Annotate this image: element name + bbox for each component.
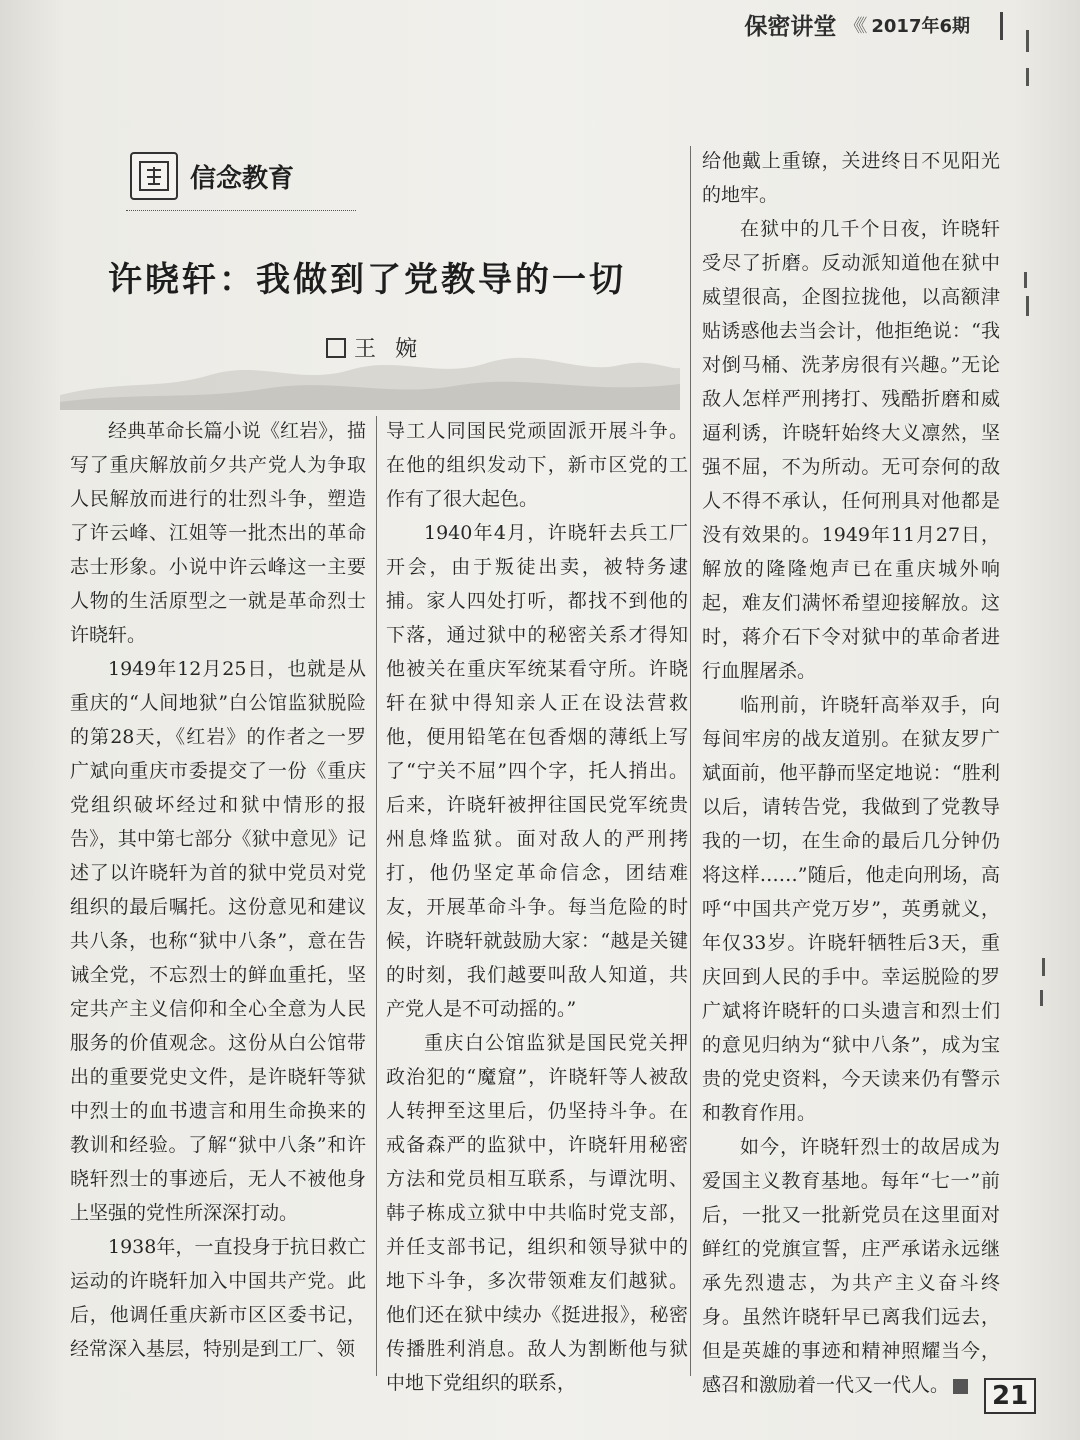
margin-mark xyxy=(1026,68,1029,86)
seal-icon xyxy=(130,152,178,200)
header-divider xyxy=(1000,12,1003,40)
paragraph: 1949年12月25日，也就是从重庆的“人间地狱”白公馆监狱脱险的第28天，《红岩》的作者之一罗广斌向重庆市委提交了一份《重庆党组织破坏经过和狱中情形的报告》，其中第七部分《狱中意见》记述了以许晓轩为首的狱中党员对党组织的最后嘱托。这份意见和建议共八条，也称“狱中八条”，意在告诫全党，不忘烈士的鲜血重托，坚定共产主义信仰和全心全意为人民服务的价值观念。这份从白公馆带出的重要党史文件，是许晓轩等狱中烈士的血书遗言和用生命换来的教训和经验。了解“狱中八条”和许晓轩烈士的事迹后，无人不被他身上坚强的党性所深深打动。 xyxy=(70,658,366,1224)
running-header xyxy=(744,8,970,41)
paragraph: 重庆白公馆监狱是国民党关押政治犯的“魔窟”，许晓轩等人被敌人转押至这里后，仍坚持斗争。在戒备森严的监狱中，许晓轩用秘密方法和党员相互联系，与谭沈明、韩子栋成立狱中中共临时党支部，并任支部书记，组织和领导狱中的地下斗争，多次带领难友们越狱。他们还在狱中续办《挺进报》，秘密传播胜利消息。敌人为割断他与狱中地下党组织的联系， xyxy=(386,1032,688,1394)
header-issue: 2017年6期 xyxy=(871,15,970,37)
header-chevrons: 《《 xyxy=(844,15,864,37)
article-title: 许晓轩：我做到了党教导的一切 xyxy=(108,260,626,300)
paragraph: 1940年4月，许晓轩去兵工厂开会，由于叛徒出卖，被特务逮捕。家人四处打听，都找不到他的下落，通过狱中的秘密关系才得知他被关在重庆军统某看守所。许晓轩在狱中得知亲人正在设法营救他，便用铅笔在包香烟的薄纸上写了“宁关不屈”四个字，托人捎出。后来，许晓轩被押往国民党军统贵州息烽监狱。面对敌人的严刑拷打，他仍坚定革命信念，团结难友，开展革命斗争。每当危险的时候，许晓轩就鼓励大家：“越是关键的时刻，我们越要叫敌人知道，共产党人是不可动摇的。” xyxy=(386,522,688,1020)
paragraph: 给他戴上重镣，关进终日不见阳光的地牢。 xyxy=(702,150,1000,206)
end-mark-icon xyxy=(953,1379,968,1394)
column-1 xyxy=(70,414,366,1366)
margin-mark xyxy=(1024,272,1027,288)
margin-mark xyxy=(1042,958,1045,976)
margin-mark xyxy=(1026,30,1029,52)
column-divider xyxy=(690,146,691,1376)
paragraph: 1938年，一直投身于抗日救亡运动的许晓轩加入中国共产党。此后，他调任重庆新市区区委书记，经常深入基层，特别是到工厂、领 xyxy=(70,1236,366,1360)
author-name: 王 婉 xyxy=(354,337,423,362)
margin-mark xyxy=(1040,990,1043,1006)
margin-mark xyxy=(1026,296,1029,316)
section-label: 信念教育 xyxy=(190,163,295,194)
header-brand: 保密讲堂 xyxy=(744,14,837,40)
final-paragraph-text: 如今，许晓轩烈士的故居成为爱国主义教育基地。每年“七一”前后，一批又一批新党员在这里面对鲜红的党旗宣誓，庄严承诺永远继承先烈遗志，为共产主义奋斗终身。虽然许晓轩早已离我们远去，但是英雄的事迹和精神照耀当今，感召和激励着一代又一代人。 xyxy=(702,1136,1000,1396)
section-heading xyxy=(130,152,294,200)
page-number: 21 xyxy=(984,1378,1036,1414)
column-3 xyxy=(702,144,1000,1402)
section-rule xyxy=(126,210,356,211)
author-box-icon xyxy=(326,338,346,358)
paragraph: 临刑前，许晓轩高举双手，向每间牢房的战友道别。在狱友罗广斌面前，他平静而坚定地说：“胜利以后，请转告党，我做到了党教导我的一切，在生命的最后几分钟仍将这样……”随后，他走向刑场，高呼“中国共产党万岁”，英勇就义，年仅33岁。许晓轩牺牲后3天，重庆回到人民的手中。幸运脱险的罗广斌将许晓轩的口头遗言和烈士们的意见归纳为“狱中八条”，成为宝贵的党史资料，今天读来仍有警示和教育作用。 xyxy=(702,694,1000,1124)
article-author xyxy=(326,332,423,363)
paragraph: 导工人同国民党顽固派开展斗争。在他的组织发动下，新市区党的工作有了很大起色。 xyxy=(386,420,688,510)
paragraph: 经典革命长篇小说《红岩》，描写了重庆解放前夕共产党人为争取人民解放而进行的壮烈斗争，塑造了许云峰、江姐等一批杰出的革命志士形象。小说中许云峰这一主要人物的生活原型之一就是革命烈士许晓轩。 xyxy=(70,420,366,646)
column-2 xyxy=(386,414,688,1400)
column-divider xyxy=(376,416,377,1376)
paragraph-final xyxy=(702,1130,1000,1402)
paragraph: 在狱中的几千个日夜，许晓轩受尽了折磨。反动派知道他在狱中威望很高，企图拉拢他，以高额津贴诱惑他去当会计，他拒绝说：“我对倒马桶、洗茅房很有兴趣。”无论敌人怎样严刑拷打、残酷折磨和威逼利诱，许晓轩始终大义凛然，坚强不屈，不为所动。无可奈何的敌人不得不承认，任何刑具对他都是没有效果的。1949年11月27日，解放的隆隆炮声已在重庆城外响起，难友们满怀希望迎接解放。这时，蒋介石下令对狱中的革命者进行血腥屠杀。 xyxy=(702,218,1000,682)
